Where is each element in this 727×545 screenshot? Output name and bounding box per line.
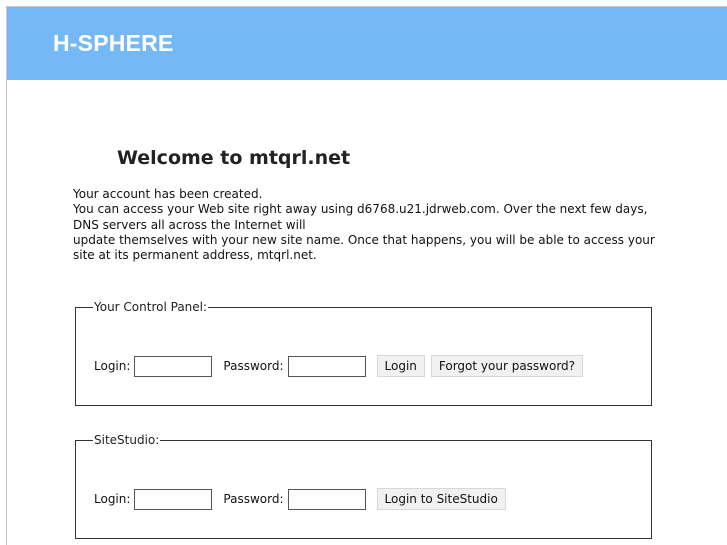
intro-text bbox=[73, 187, 663, 263]
sitestudio-login-input[interactable] bbox=[134, 489, 212, 510]
password-label: Password: bbox=[223, 492, 284, 506]
password-label: Password: bbox=[223, 359, 284, 373]
control-panel-login-input[interactable] bbox=[134, 356, 212, 377]
login-button[interactable]: Login bbox=[377, 355, 425, 377]
control-panel-login-row bbox=[94, 355, 589, 377]
sitestudio-box bbox=[75, 433, 652, 539]
control-panel-legend: Your Control Panel: bbox=[94, 300, 208, 314]
brand-logo: H-SPHERE bbox=[53, 30, 174, 56]
login-to-sitestudio-button[interactable]: Login to SiteStudio bbox=[377, 488, 506, 510]
login-label: Login: bbox=[94, 492, 131, 506]
sitestudio-password-input[interactable] bbox=[288, 489, 366, 510]
control-panel-password-input[interactable] bbox=[288, 356, 366, 377]
intro-line: Your account has been created. bbox=[73, 187, 263, 201]
sitestudio-login-row bbox=[94, 488, 512, 510]
intro-line: You can access your Web site right away using d6768.u21.jdrweb.com. Over the next few days, DNS servers all across the Internet will bbox=[73, 202, 648, 232]
forgot-password-button[interactable]: Forgot your password? bbox=[431, 355, 583, 377]
intro-line: update themselves with your new site name. Once that happens, you will be able to access your site at its permanent address, mtqrl.net. bbox=[73, 232, 655, 263]
page-title: Welcome to mtqrl.net bbox=[117, 147, 351, 169]
login-label: Login: bbox=[94, 359, 131, 373]
header-bar bbox=[7, 7, 727, 80]
sitestudio-legend: SiteStudio: bbox=[94, 433, 160, 447]
control-panel-box bbox=[75, 300, 652, 406]
